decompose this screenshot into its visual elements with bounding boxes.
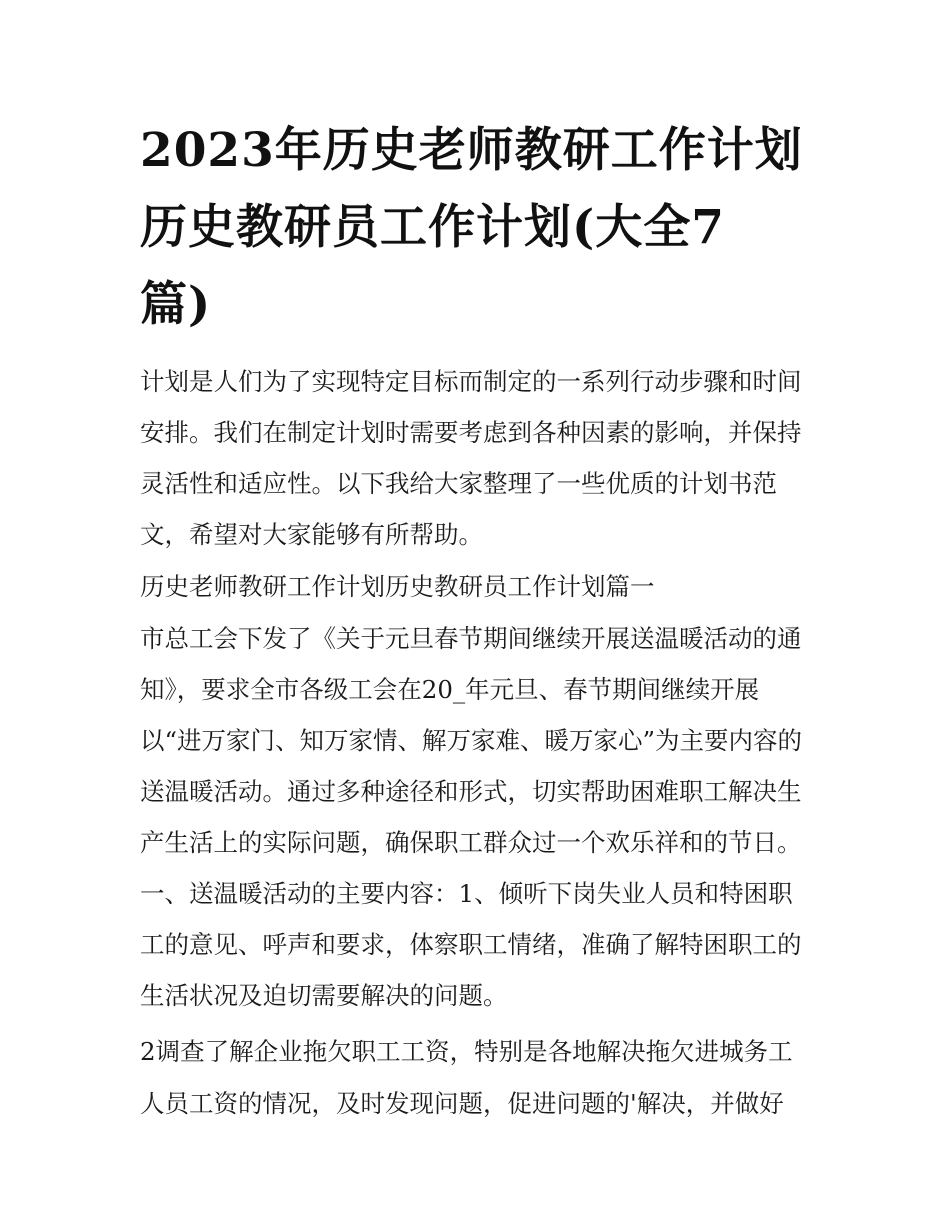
title-line: 篇) [140,277,212,332]
text-line: 2调查了解企业拖欠职工工资，特别是各地解决拖欠进城务工 [140,1037,793,1066]
document-body [140,356,824,1130]
text-line: 灵活性和适应性。以下我给大家整理了一些优质的计划书范 [140,469,777,498]
text-line: 计划是人们为了实现特定目标而制定的一系列行动步骤和时间 [140,367,802,396]
document-title [140,112,820,343]
item-2-paragraph [140,1026,824,1130]
title-line: 历史教研员工作计划(大全7 [140,200,725,255]
text-line: 历史老师教研工作计划历史教研员工作计划篇一 [140,572,655,601]
text-line: 一、送温暖活动的主要内容：1、倾听下岗失业人员和特困职 [140,879,793,908]
text-line: 以“进万家门、知万家情、解万家难、暖万家心”为主要内容的 [140,726,803,755]
text-line: 市总工会下发了《关于元旦春节期间继续开展送温暖活动的通 [140,624,802,653]
section-heading [140,561,824,612]
text-line: 安排。我们在制定计划时需要考虑到各种因素的影响，并保持 [140,418,802,447]
text-line: 生活状况及迫切需要解决的问题。 [140,981,508,1010]
notice-paragraph [140,613,824,1021]
title-line: 2023年历史老师教研工作计划 [140,123,803,178]
text-line: 文，希望对大家能够有所帮助。 [140,520,483,549]
text-line: 工的意见、呼声和要求，体察职工情绪，准确了解特困职工的 [140,930,802,959]
text-line: 产生活上的实际问题，确保职工群众过一个欢乐祥和的节日。 [140,828,802,857]
text-line: 送温暖活动。通过多种途径和形式，切实帮助困难职工解决生 [140,777,802,806]
text-line: 知》，要求全市各级工会在20_年元旦、春节期间继续开展 [140,675,760,704]
text-line: 人员工资的情况，及时发现问题，促进问题的'解决，并做好 [140,1089,784,1118]
intro-paragraph [140,356,824,560]
